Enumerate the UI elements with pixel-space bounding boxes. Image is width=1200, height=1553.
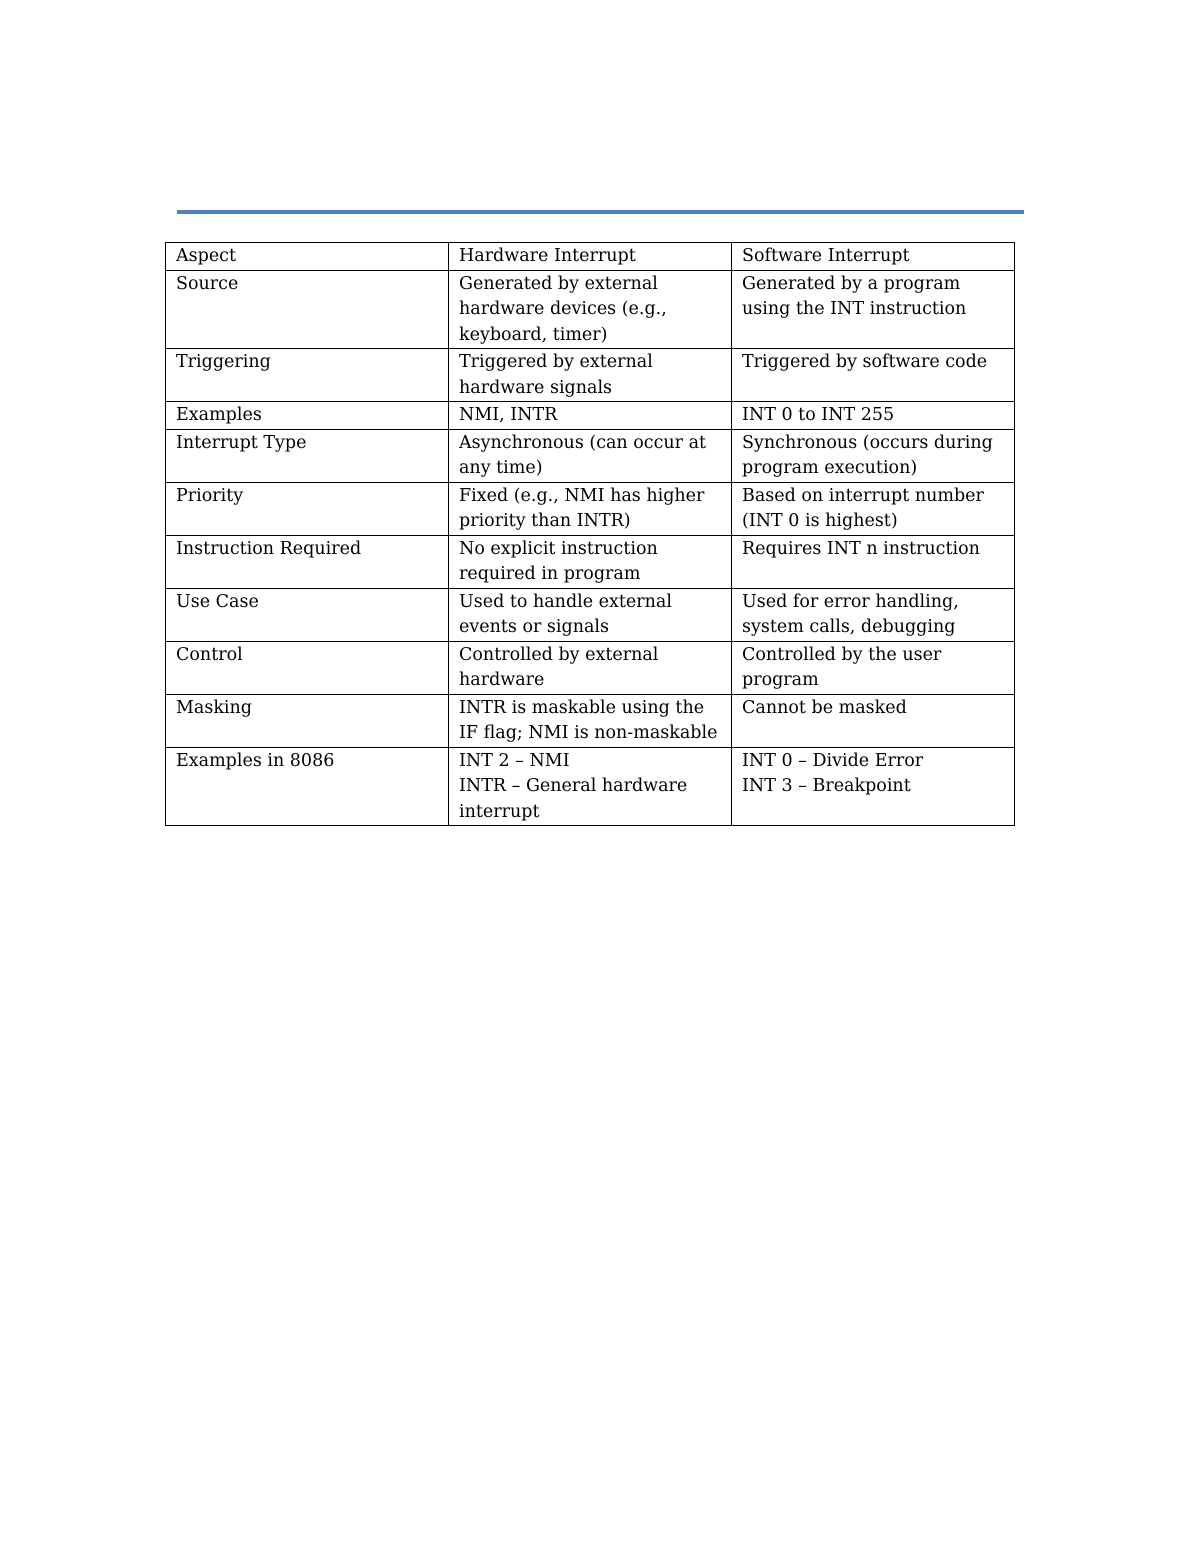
hardware-cell: INTR is maskable using the IF flag; NMI is non-maskable xyxy=(449,694,732,747)
aspect-cell: Examples in 8086 xyxy=(166,747,449,826)
hardware-cell: Asynchronous (can occur at any time) xyxy=(449,429,732,482)
software-cell: Based on interrupt number (INT 0 is highest) xyxy=(732,482,1015,535)
software-cell: Cannot be masked xyxy=(732,694,1015,747)
header-cell-aspect: Aspect xyxy=(166,243,449,271)
hardware-cell: Controlled by external hardware xyxy=(449,641,732,694)
software-cell: Controlled by the user program xyxy=(732,641,1015,694)
hardware-cell: NMI, INTR xyxy=(449,402,732,430)
aspect-cell: Use Case xyxy=(166,588,449,641)
aspect-cell: Triggering xyxy=(166,349,449,402)
table-row xyxy=(166,588,1015,641)
table-row xyxy=(166,535,1015,588)
software-cell: Generated by a program using the INT instruction xyxy=(732,270,1015,349)
aspect-cell: Source xyxy=(166,270,449,349)
aspect-cell: Control xyxy=(166,641,449,694)
comparison-table xyxy=(165,242,1015,826)
hardware-cell: No explicit instruction required in program xyxy=(449,535,732,588)
header-rule xyxy=(177,210,1024,214)
table-row xyxy=(166,694,1015,747)
table-row xyxy=(166,402,1015,430)
software-cell: Requires INT n instruction xyxy=(732,535,1015,588)
table-row xyxy=(166,747,1015,826)
table-row xyxy=(166,429,1015,482)
aspect-cell: Interrupt Type xyxy=(166,429,449,482)
software-cell: Synchronous (occurs during program execution) xyxy=(732,429,1015,482)
header-cell-software: Software Interrupt xyxy=(732,243,1015,271)
hardware-cell: Triggered by external hardware signals xyxy=(449,349,732,402)
table-row xyxy=(166,641,1015,694)
header-cell-hardware: Hardware Interrupt xyxy=(449,243,732,271)
hardware-cell: Used to handle external events or signals xyxy=(449,588,732,641)
software-cell: Triggered by software code xyxy=(732,349,1015,402)
hardware-cell: INT 2 – NMI INTR – General hardware interrupt xyxy=(449,747,732,826)
aspect-cell: Masking xyxy=(166,694,449,747)
aspect-cell: Priority xyxy=(166,482,449,535)
table-row xyxy=(166,482,1015,535)
hardware-cell: Generated by external hardware devices (e.g., keyboard, timer) xyxy=(449,270,732,349)
software-cell: Used for error handling, system calls, debugging xyxy=(732,588,1015,641)
aspect-cell: Instruction Required xyxy=(166,535,449,588)
aspect-cell: Examples xyxy=(166,402,449,430)
table-row xyxy=(166,270,1015,349)
hardware-cell: Fixed (e.g., NMI has higher priority than INTR) xyxy=(449,482,732,535)
software-cell: INT 0 – Divide Error INT 3 – Breakpoint xyxy=(732,747,1015,826)
table-header-row xyxy=(166,243,1015,271)
software-cell: INT 0 to INT 255 xyxy=(732,402,1015,430)
table-row xyxy=(166,349,1015,402)
